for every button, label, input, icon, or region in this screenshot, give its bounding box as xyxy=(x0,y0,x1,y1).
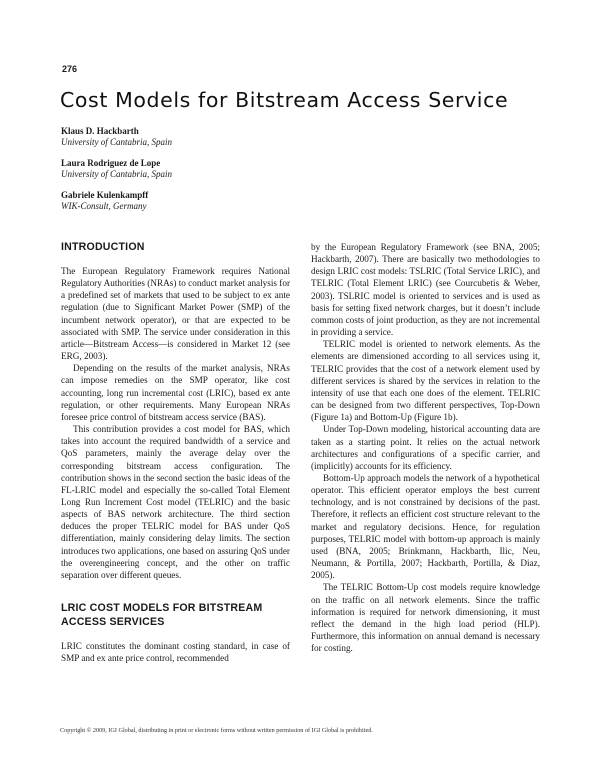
page-number: 276 xyxy=(62,64,78,74)
paragraph: The TELRIC Bottom-Up cost models require knowledge on the traffic on all network elements. Since the traffic information is required for network dimensioning, it must reflect the demand in the high load period (HLP). Furthermore, this information on annual demand is necessary for costing. xyxy=(311,582,540,654)
paragraph: Bottom-Up approach models the network of a hypothetical operator. This efficient operator employs the best current technology, and is not constrained by decisions of the past. Therefore, it reflects an efficient cost structure relevant to the market and regulatory decisions. Hence, for regulation purposes, TELRIC model with bottom-up approach is mainly used (BNA, 2005; Brinkmann, Hackbarth, Ilic, Neu, Neumann, & Portilla, 2007; Hackbarth, Portilla, & Diaz, 2005). xyxy=(311,472,540,581)
paragraph: TELRIC model is oriented to network elements. As the elements are dimensioned according to all services using it, TELRIC provides that the cost of a network element used by different services is shared by the services in relation to the intensity of use that each one does of the element. TELRIC can be designed from two different perspectives, Top-Down (Figure 1a) and Bottom-Up (Figure 1b). xyxy=(311,339,540,423)
paragraph: by the European Regulatory Framework (see BNA, 2005; Hackbarth, 2007). There are basically two methodologies to design LRIC cost models: TSLRIC (Total Service LRIC), and TELRIC (Total Element LRIC) (see Courcubetis & Weber, 2003). TSLRIC model is oriented to services and is used as basis for setting fixed network charges, but it doesn’t include common costs of joint production, as they are not incremental in providing a service. xyxy=(311,242,540,338)
paragraph: Under Top-Down modeling, historical accounting data are taken as a starting point. It relies on the actual network architectures and configurations of a specific carrier, and (implicitly) accounts for its efficiency. xyxy=(311,424,540,471)
right-column xyxy=(311,241,540,654)
author-name: Gabriele Kulenkampff xyxy=(61,190,149,200)
author-name: Laura Rodriguez de Lope xyxy=(61,158,161,168)
paragraph: The European Regulatory Framework requires National Regulatory Authorities (NRAs) to conduct market analysis for a predefined set of markets that used to be subject to ex ante regulation (due to Significant Market Power (SMP) of the incumbent network operator), or that are expected to be associated with SMP. The service under consideration in this article—Bitstream Access—is considered in Market 12 (see ERG, 2003). xyxy=(61,266,290,362)
author xyxy=(61,190,361,212)
author-affiliation: University of Cantabria, Spain xyxy=(61,137,172,147)
author xyxy=(61,126,361,148)
author-affiliation: University of Cantabria, Spain xyxy=(61,169,172,179)
author xyxy=(61,158,361,180)
paragraph: LRIC constitutes the dominant costing standard, in case of SMP and ex ante price control, recommended xyxy=(61,641,290,664)
section-heading-introduction: INTRODUCTION xyxy=(61,241,145,253)
author-list xyxy=(61,126,361,222)
section-heading-lric: LRIC COST MODELS FOR BITSTREAM ACCESS SERVICES xyxy=(61,602,263,629)
paragraph: Depending on the results of the market analysis, NRAs can impose remedies on the SMP operator, like cost accounting, long run incremental cost (LRIC), based ex ante regulation, or other requirements. Many European NRAs foresee price control of bitstream access service (BAS). xyxy=(61,363,290,422)
copyright-footer: Copyright © 2009, IGI Global, distributing in print or electronic forms without written permission of IGI Global is prohibited. xyxy=(60,727,373,734)
article-title: Cost Models for Bitstream Access Service xyxy=(60,88,509,112)
author-affiliation: WIK-Consult, Germany xyxy=(61,201,147,211)
paragraph: This contribution provides a cost model for BAS, which takes into account the required bandwidth of a service and QoS parameters, mainly the average delay over the corresponding bitstream access configuration. The contribution shows in the second section the basic ideas of the FL-LRIC model and especially the so-called Total Element Long Run Increment Cost model (TELRIC) and the basic aspects of BAS network architecture. The third section deduces the proper TELRIC model for BAS under QoS differentiation, mainly considering delay limits. The section introduces two applications, one based on assuring QoS under the overengineering concept, and the other on traffic separation over different queues. xyxy=(61,424,290,580)
left-column xyxy=(61,240,290,664)
author-name: Klaus D. Hackbarth xyxy=(61,126,139,136)
